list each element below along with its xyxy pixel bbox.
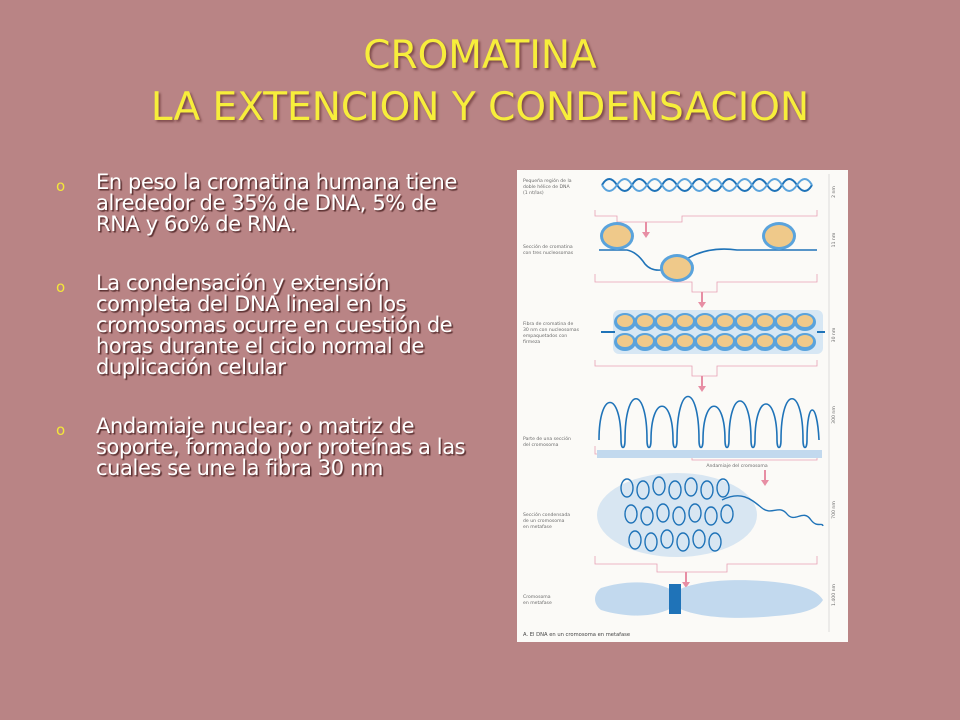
bullet-list — [56, 172, 486, 517]
label-nucleosomes: Sección de cromatina con tres nucleosomas — [523, 245, 574, 256]
chromatin-diagram — [517, 170, 848, 642]
scale-2nm: 2 nm — [832, 186, 837, 198]
bullet-marker: o — [56, 421, 65, 439]
dna-double-helix — [602, 179, 812, 191]
scale-11nm: 11 nm — [832, 232, 837, 248]
bullet-item — [56, 172, 486, 235]
bullet-item — [56, 416, 486, 479]
title-line-1: CROMATINA — [363, 33, 597, 78]
scale-1400nm: 1.400 nm — [832, 584, 837, 606]
label-dna-double-helix: Pequeña región de la doble hélice de DNA (1 nt/las) — [523, 179, 572, 196]
scale-700nm: 700 nm — [832, 501, 837, 519]
bullet-marker: o — [56, 177, 65, 195]
scale-30nm: 30 nm — [832, 327, 837, 343]
slide-title — [0, 30, 960, 134]
label-metaphase-chromosome: Cromosoma en metafase — [523, 595, 552, 606]
bullet-text: Andamiaje nuclear; o matriz de soporte, formado por proteínas a las cuales se une la fibra 30 nm — [96, 414, 466, 480]
title-line-2: LA EXTENCION Y CONDENSACION — [150, 85, 810, 130]
label-chromosome-section: Parte de una sección del cromosoma — [523, 437, 571, 448]
bullet-marker: o — [56, 278, 65, 296]
figure-caption: A. El DNA en un cromosoma en metafase — [523, 632, 631, 638]
bullet-item — [56, 273, 486, 378]
chromatin-condensation-figure — [517, 170, 848, 642]
scaffold-label: Andamiaje del cromosoma — [706, 464, 768, 469]
scale-300nm: 300 nm — [832, 406, 837, 424]
looped-chromatin-domains — [597, 397, 822, 470]
label-condensed-section: Sección condensada de un cromosoma en metafase — [523, 513, 571, 530]
bullet-text: La condensación y extensión completa del DNA lineal en los cromosomas ocurre en cuestión de horas durante el ciclo normal de duplicación celular — [96, 271, 453, 379]
metaphase-chromosome — [595, 580, 823, 618]
bullet-text: En peso la cromatina humana tiene alrededor de 35% de DNA, 5% de RNA y 6o% de RNA. — [96, 170, 457, 236]
nucleosome-string — [599, 222, 817, 282]
condensed-chromosome-section — [597, 473, 823, 557]
chromatin-30nm-fiber — [601, 310, 825, 354]
label-30nm-fiber: Fibra de cromatina de 30 nm con nucleosomas empaquetados con firmeza — [523, 322, 580, 345]
